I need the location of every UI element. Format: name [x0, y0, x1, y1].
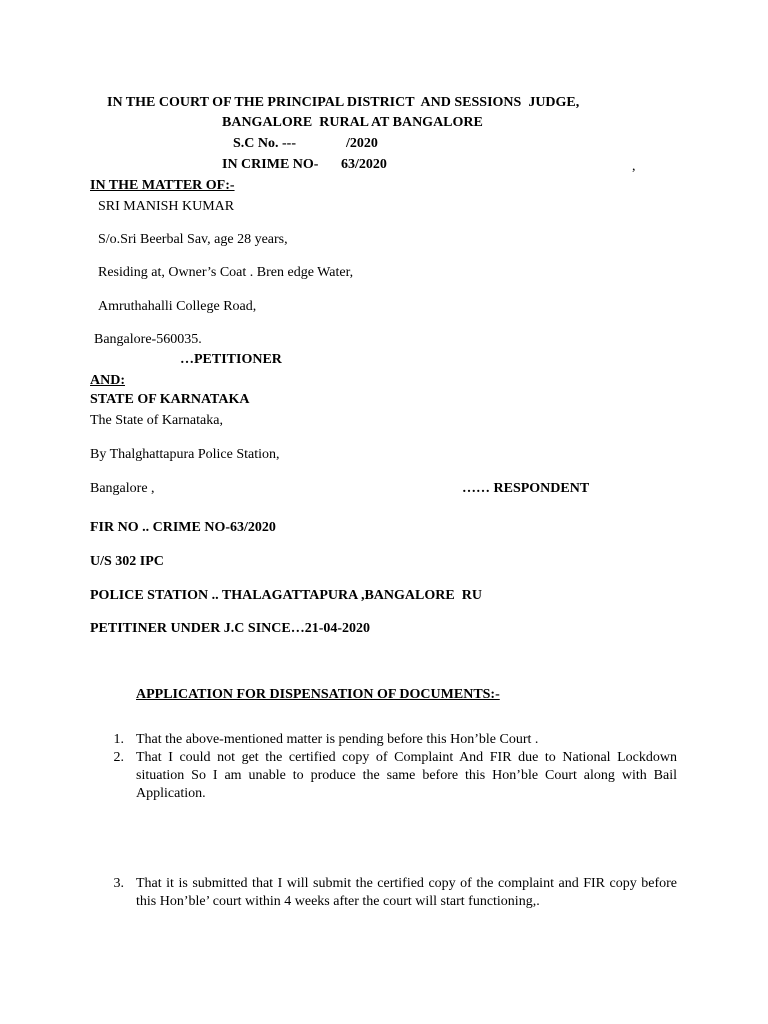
police-station: POLICE STATION .. THALAGATTAPURA ,BANGALORE RU: [90, 588, 482, 603]
item-3-text: That it is submitted that I will submit the certified copy of the complaint and FIR copy before this Hon’ble’ court within 4 weeks after the court will start functioning,.: [136, 876, 677, 909]
respondent-line2: By Thalghattapura Police Station,: [90, 447, 280, 462]
ipc-section: U/S 302 IPC: [90, 554, 164, 569]
sc-number-label: S.C No. ---: [233, 136, 296, 151]
respondent-line1: The State of Karnataka,: [90, 413, 223, 428]
crime-number-value: 63/2020: [341, 157, 387, 172]
respondent-name: STATE OF KARNATAKA: [90, 392, 250, 407]
petitioner-name: SRI MANISH KUMAR: [98, 199, 235, 214]
and-label: AND:: [90, 373, 125, 388]
fir-number: FIR NO .. CRIME NO-63/2020: [90, 520, 276, 535]
petitioner-father: S/o.Sri Beerbal Sav, age 28 years,: [98, 232, 288, 247]
petitioner-role: …PETITIONER: [180, 352, 282, 367]
item-3-number: 3.: [113, 876, 124, 891]
respondent-line3: Bangalore ,: [90, 481, 155, 496]
custody-status: PETITINER UNDER J.C SINCE…21-04-2020: [90, 621, 371, 636]
item-2-text: That I could not get the certified copy of Complaint And FIR due to National Lockdown situation So I am unable to produce the same before this Hon’ble Court along with Bail Application.: [136, 750, 677, 801]
court-title-line2: BANGALORE RURAL AT BANGALORE: [222, 115, 483, 130]
application-title: APPLICATION FOR DISPENSATION OF DOCUMENTS:-: [136, 687, 500, 702]
respondent-role: …… RESPONDENT: [462, 481, 590, 496]
matter-heading: IN THE MATTER OF:-: [90, 178, 235, 193]
stray-comma: ,: [632, 159, 636, 174]
court-title-line1: IN THE COURT OF THE PRINCIPAL DISTRICT AND SESSIONS JUDGE,: [107, 95, 580, 110]
crime-number-label: IN CRIME NO-: [222, 157, 319, 172]
sc-number-year: /2020: [346, 136, 378, 151]
petitioner-address-line2: Amruthahalli College Road,: [98, 299, 257, 314]
item-2-number: 2.: [113, 750, 124, 765]
petitioner-address-line3: Bangalore-560035.: [94, 332, 202, 347]
item-1-number: 1.: [113, 732, 124, 747]
petitioner-address-line1: Residing at, Owner’s Coat . Bren edge Water,: [98, 265, 354, 280]
item-1-text: That the above-mentioned matter is pending before this Hon’ble Court .: [136, 732, 539, 747]
